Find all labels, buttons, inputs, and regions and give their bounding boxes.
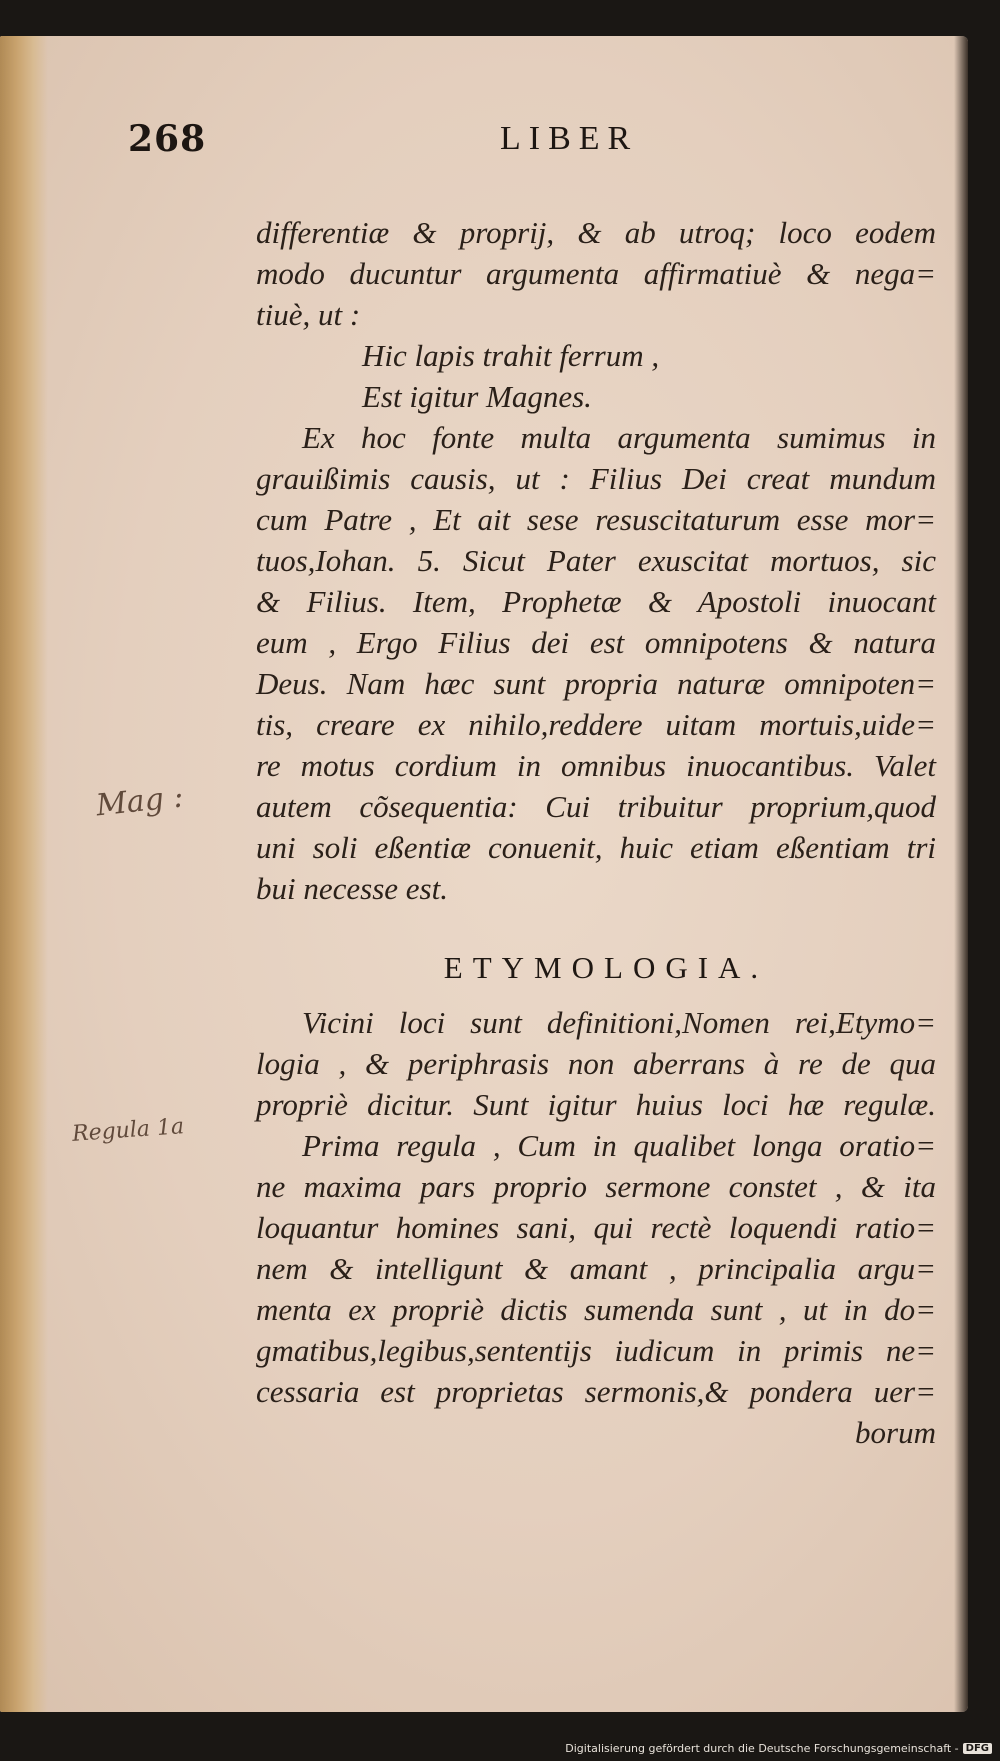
- section-heading: ETYMOLOGIA.: [443, 950, 769, 985]
- text-line: modo ducuntur argumenta affirmatiuè & nega=: [256, 256, 936, 291]
- text-line: differentiæ & proprij, & ab utroq; loco eodem: [256, 215, 936, 250]
- text-line: cessaria est proprietas sermonis,& pondera uer=: [256, 1374, 936, 1409]
- text-line: propriè dicitur. Sunt igitur huius loci hæ regulæ.: [256, 1087, 936, 1122]
- text-line: gmatibus,legibus,sententijs iudicum in primis ne=: [256, 1333, 936, 1368]
- text-line: loquantur homines sani, qui rectè loquendi ratio=: [256, 1210, 936, 1245]
- book-page: [0, 36, 968, 1712]
- text-line: tis, creare ex nihilo,reddere uitam mortuis,uide=: [256, 707, 936, 742]
- binding-gutter: [0, 36, 48, 1712]
- credit-text: Digitalisierung gefördert durch die Deutsche Forschungsgemeinschaft -: [565, 1742, 959, 1755]
- page-edge-shadow: [954, 36, 968, 1712]
- digitization-credit: [565, 1742, 992, 1755]
- section-spacer: [256, 988, 936, 1002]
- text-line: eum , Ergo Filius dei est omnipotens & natura: [256, 625, 936, 660]
- text-line: Deus. Nam hæc sunt propria naturæ omnipoten=: [256, 666, 936, 701]
- dfg-logo: DFG: [963, 1743, 992, 1754]
- running-head: LIBER: [500, 120, 639, 157]
- page-number: 268: [128, 118, 207, 160]
- text-line: autem cõsequentia: Cui tribuitur proprium,quod: [256, 789, 936, 824]
- text-line: cum Patre , Et ait sese resuscitaturum esse mor=: [256, 502, 936, 537]
- marginal-note-mag: Mag :: [94, 779, 186, 824]
- marginal-note-regula: Regula 1a: [71, 1114, 185, 1147]
- text-line: ne maxima pars proprio sermone constet , & ita: [256, 1169, 936, 1204]
- body-text: [256, 212, 936, 1453]
- text-line: re motus cordium in omnibus inuocantibus. Valet: [256, 748, 936, 783]
- section-spacer: [256, 909, 936, 947]
- text-line: nem & intelligunt & amant , principalia argu=: [256, 1251, 936, 1286]
- text-line: grauißimis causis, ut : Filius Dei creat mundum: [256, 461, 936, 496]
- text-line: Prima regula , Cum in qualibet longa oratio=: [302, 1128, 936, 1163]
- catchword: borum: [855, 1415, 936, 1450]
- example-line: Hic lapis trahit ferrum ,: [362, 338, 660, 373]
- text-line: tiuè, ut :: [256, 297, 361, 332]
- text-line: Ex hoc fonte multa argumenta sumimus in: [302, 420, 936, 455]
- text-line: uni soli eßentiæ conuenit, huic etiam eßentiam tri: [256, 830, 936, 865]
- text-line: & Filius. Item, Prophetæ & Apostoli inuocant: [256, 584, 936, 619]
- text-line: bui necesse est.: [256, 871, 448, 906]
- text-line: logia , & periphrasis non aberrans à re de qua: [256, 1046, 936, 1081]
- example-line: Est igitur Magnes.: [362, 379, 592, 414]
- text-line: tuos,Iohan. 5. Sicut Pater exuscitat mortuos, sic: [256, 543, 936, 578]
- text-line: Vicini loci sunt definitioni,Nomen rei,Etymo=: [302, 1005, 936, 1040]
- text-line: menta ex propriè dictis sumenda sunt , ut in do=: [256, 1292, 936, 1327]
